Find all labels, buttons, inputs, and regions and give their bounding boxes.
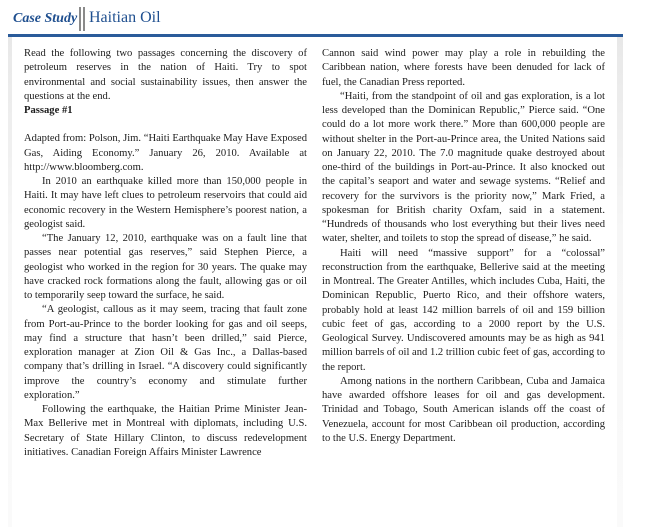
- body-paragraph: Haiti will need “massive support” for a “colossal” reconstruction from the earthquake, Bellerive said at the meeting in Montreal. The Greater Antilles, which includes Cuba, Haiti, the Dominican Republic, Puerto Rico, and their offshore waters, probably hold at least 142 million barrels of oil and 159 billion cubic feet of gas, according to a 2000 report by the U.S. Geological Survey. Undiscovered amounts may be as high as 941 million barrels of oil and 1.2 trillion cubic feet of gas, according to the report.: [322, 247, 606, 373]
- page-title: Haitian Oil: [89, 9, 161, 26]
- case-study-label: Case Study: [13, 11, 78, 26]
- page-header: [0, 0, 645, 36]
- intro-paragraph: Read the following two passages concerning the discovery of petroleum reserves in the nation of Haiti. Try to spot environmental and social sustainability issues, then answer the questions at the end.: [24, 48, 307, 102]
- citation-paragraph: Adapted from: Polson, Jim. “Haiti Earthquake May Have Exposed Gas, Aiding Economy.” January 26, 2010. Available at http://www.bloomberg.com.: [24, 133, 307, 173]
- header-divider: [79, 7, 81, 31]
- body-paragraph: “A geologist, callous as it may seem, tracing that fault zone from Port-au-Prince to the border looking for gas and oil seeps, may find a structure that hasn’t been drilled,” said Pierce, exploration manager at Zion Oil & Gas Inc., a Dallas-based company that’s drilling in Israel. “A discovery could significantly improve the country’s economy and stimulate further exploration.”: [24, 304, 307, 401]
- left-column: [24, 47, 307, 460]
- right-column: [322, 47, 605, 446]
- body-paragraph: In 2010 an earthquake killed more than 150,000 people in Haiti. It may have left clues to petroleum reservoirs that could aid economic recovery in the Western Hemisphere’s poorest nation, a geologist said.: [24, 176, 307, 230]
- body-paragraph: Among nations in the northern Caribbean, Cuba and Jamaica have awarded offshore leases for oil and gas development. Trinidad and Tobago, South American islands off the coast of Venezuela, account for most Caribbean oil production, according to the U.S. Energy Department.: [322, 375, 605, 444]
- article-body: [12, 37, 617, 527]
- passage-heading: Passage #1: [24, 105, 73, 116]
- body-paragraph: Cannon said wind power may play a role in rebuilding the Caribbean nation, where forests have been denuded for lack of fuel, the Canadian Press reported.: [322, 48, 605, 88]
- body-paragraph: “The January 12, 2010, earthquake was on a fault line that passes near potential gas reserves,” said Stephen Pierce, a geologist who worked in the region for 30 years. The quake may have cracked rock formations along the fault, allowing gas or oil to temporarily seep toward the surface, he said.: [24, 233, 307, 301]
- header-divider: [83, 7, 85, 31]
- body-paragraph: “Haiti, from the standpoint of oil and gas exploration, is a lot less developed than the Dominican Republic,” Pierce said. “One could do a lot more work there.” More than 600,000 people are without shelter in the Port-au-Prince area, the United Nations said on January 22, 2010. The 7.0 magnitude quake destroyed about one-third of the buildings in Port-au-Prince. It also knocked out the capital’s seaport and water and sewage systems. “Relief and recovery for the survivors is the priority now,” Mark Fried, a spokesman for British charity Oxfam, said in a statement. “Hundreds of thousands who lost everything but their lives need water, shelter, and toilets to stop the spread of disease,” he said.: [322, 90, 605, 245]
- body-paragraph: Following the earthquake, the Haitian Prime Minister Jean-Max Bellerive met in Montreal with diplomats, including U.S. Secretary of State Hillary Clinton, to discuss redevelopment initiatives. Canadian Foreign Affairs Minister Lawrence: [24, 404, 307, 458]
